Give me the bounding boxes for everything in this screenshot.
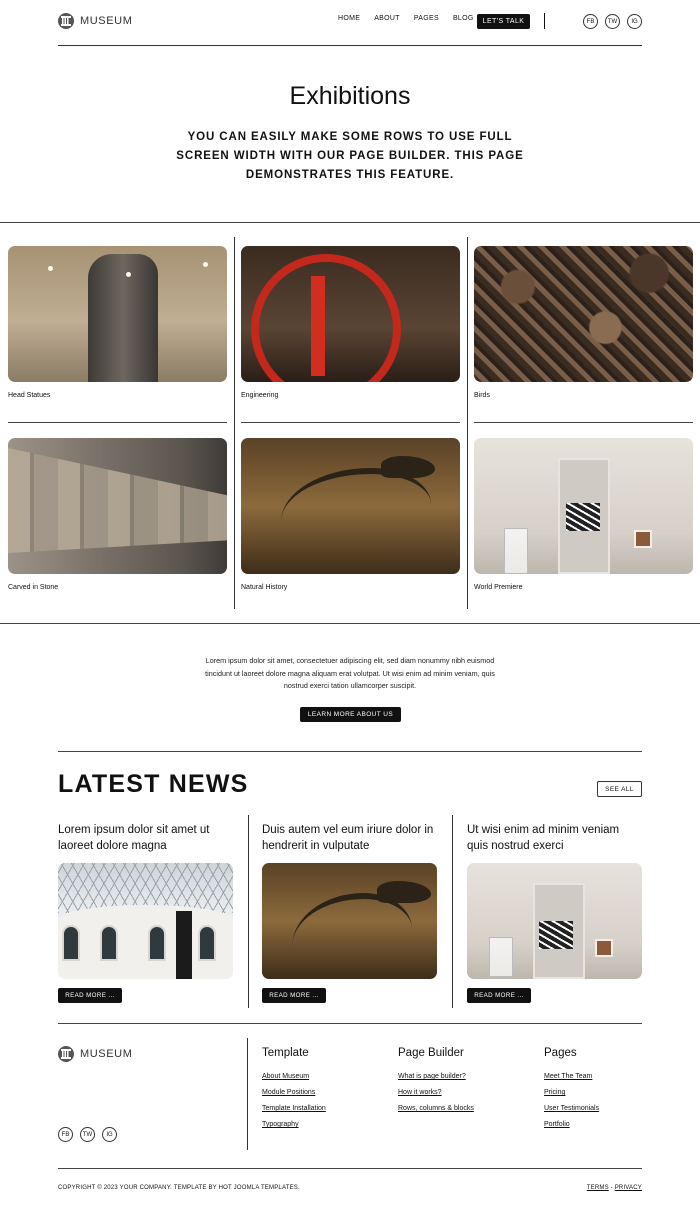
- gallery-caption: Natural History: [241, 584, 288, 591]
- instagram-icon[interactable]: IG: [627, 14, 642, 29]
- twitter-icon[interactable]: TW: [80, 1127, 95, 1142]
- news-card: [467, 822, 642, 1003]
- gallery-row-divider: [8, 422, 227, 423]
- footer-link[interactable]: About Museum: [262, 1073, 310, 1080]
- terms-link[interactable]: TERMS: [586, 1185, 609, 1191]
- footer-link[interactable]: What is page builder?: [398, 1073, 466, 1080]
- footer-column-title: Template: [262, 1047, 309, 1059]
- footer-column-template: [262, 1047, 326, 1137]
- gallery-room-image[interactable]: [474, 438, 693, 574]
- read-more-button[interactable]: READ MORE ...: [58, 988, 122, 1003]
- footer-link[interactable]: Typography: [262, 1121, 299, 1128]
- footer-logo[interactable]: [58, 1046, 133, 1062]
- footer-link[interactable]: Module Positions: [262, 1089, 316, 1096]
- facebook-icon[interactable]: FB: [58, 1127, 73, 1142]
- legal-separator: -: [608, 1185, 615, 1191]
- gallery-bottom-divider: [0, 623, 700, 624]
- gallery-card-natural-history[interactable]: [241, 438, 460, 591]
- footer-column-title: Page Builder: [398, 1047, 464, 1059]
- read-more-button[interactable]: READ MORE ...: [262, 988, 326, 1003]
- privacy-link[interactable]: PRIVACY: [614, 1185, 642, 1191]
- dinosaur-skeleton-image[interactable]: [262, 863, 437, 979]
- footer-column-page-builder: [398, 1047, 474, 1121]
- learn-more-button[interactable]: LEARN MORE ABOUT US: [300, 707, 401, 722]
- footer-column-divider: [247, 1038, 248, 1150]
- read-more-button[interactable]: READ MORE ...: [467, 988, 531, 1003]
- news-headline[interactable]: Duis autem vel eum iriure dolor in hendrerit in vulputate: [262, 824, 434, 852]
- engine-wheel-image[interactable]: [241, 246, 460, 382]
- header-divider: [544, 13, 545, 29]
- footer-link[interactable]: Template Installation: [262, 1105, 326, 1112]
- museum-icon: [58, 1046, 74, 1062]
- gallery-card-carved-in-stone[interactable]: [8, 438, 227, 591]
- gallery-caption: World Premiere: [474, 584, 523, 591]
- footer-column-title: Pages: [544, 1047, 577, 1059]
- footer-column-pages: [544, 1047, 599, 1137]
- footer-link[interactable]: Rows, columns & blocks: [398, 1105, 474, 1112]
- nav-home[interactable]: HOME: [338, 15, 361, 22]
- news-divider: [58, 751, 642, 752]
- footer-divider: [58, 1023, 642, 1024]
- facebook-icon[interactable]: FB: [583, 14, 598, 29]
- gallery-caption: Carved in Stone: [8, 584, 59, 591]
- gallery-column-divider: [234, 237, 235, 609]
- gallery-top-divider: [0, 222, 700, 223]
- logo-text: MUSEUM: [80, 15, 133, 27]
- great-court-dome-image[interactable]: [58, 863, 233, 979]
- nav-blog[interactable]: BLOG: [452, 15, 474, 22]
- page-title: Exhibitions: [289, 82, 411, 110]
- gallery-row-divider: [474, 422, 693, 423]
- footer-link[interactable]: Meet The Team: [544, 1073, 593, 1080]
- news-heading: LATEST NEWS: [58, 770, 249, 798]
- birds-installation-image[interactable]: [474, 246, 693, 382]
- footer-social: [58, 1127, 124, 1142]
- twitter-icon[interactable]: TW: [605, 14, 620, 29]
- gallery-caption: Birds: [474, 392, 490, 399]
- museum-icon: [58, 13, 74, 29]
- main-nav: [338, 15, 488, 22]
- gallery-card-world-premiere[interactable]: [474, 438, 693, 591]
- see-all-button[interactable]: SEE ALL: [597, 781, 642, 797]
- copyright-text: COPYRIGHT © 2023 YOUR COMPANY. TEMPLATE BY HOT JOOMLA TEMPLATES.: [58, 1185, 300, 1191]
- gallery-card-head-statues[interactable]: [8, 246, 227, 399]
- gallery-caption: Head Statues: [8, 392, 51, 399]
- about-text: Lorem ipsum dolor sit amet, consectetuer adipiscing elit, sed diam nonummy nibh euismod tincidunt ut laoreet dolore magna aliquam erat volutpat. Ut wisi enim ad minim veniam, quis nostrud exerci tation ullamcorper suscipit.: [205, 656, 495, 690]
- logo[interactable]: [58, 13, 133, 29]
- news-column-divider: [452, 815, 453, 1008]
- lets-talk-button[interactable]: LET'S TALK: [477, 14, 530, 29]
- footer-link[interactable]: Pricing: [544, 1089, 566, 1096]
- legal-links: [587, 1185, 642, 1191]
- logo-text: MUSEUM: [80, 1048, 133, 1060]
- nav-pages[interactable]: PAGES: [413, 15, 439, 22]
- footer-link[interactable]: How it works?: [398, 1089, 442, 1096]
- dinosaur-skeleton-image[interactable]: [241, 438, 460, 574]
- page-subtitle: YOU CAN EASILY MAKE SOME ROWS TO USE FULL SCREEN WIDTH WITH OUR PAGE BUILDER. THIS PAGE DEMONSTRATES THIS FEATURE.: [176, 131, 524, 181]
- news-column-divider: [248, 815, 249, 1008]
- news-headline[interactable]: Lorem ipsum dolor sit amet ut laoreet dolore magna: [58, 824, 210, 852]
- gallery-card-engineering[interactable]: [241, 246, 460, 399]
- footer-bottom-divider: [58, 1168, 642, 1169]
- news-headline[interactable]: Ut wisi enim ad minim veniam quis nostrud exerci: [467, 824, 620, 852]
- site-header: [58, 0, 642, 46]
- footer-link[interactable]: User Testimonials: [544, 1105, 600, 1112]
- instagram-icon[interactable]: IG: [102, 1127, 117, 1142]
- stone-frieze-image[interactable]: [8, 438, 227, 574]
- gallery-room-image[interactable]: [467, 863, 642, 979]
- gallery-card-birds[interactable]: [474, 246, 693, 399]
- footer-link[interactable]: Portfolio: [544, 1121, 570, 1128]
- gallery-column-divider: [467, 237, 468, 609]
- moai-statue-image[interactable]: [8, 246, 227, 382]
- nav-about[interactable]: ABOUT: [374, 15, 400, 22]
- news-card: [58, 822, 233, 1003]
- gallery-caption: Engineering: [241, 392, 279, 399]
- header-social: [583, 14, 649, 29]
- gallery-row-divider: [241, 422, 460, 423]
- news-card: [262, 822, 437, 1003]
